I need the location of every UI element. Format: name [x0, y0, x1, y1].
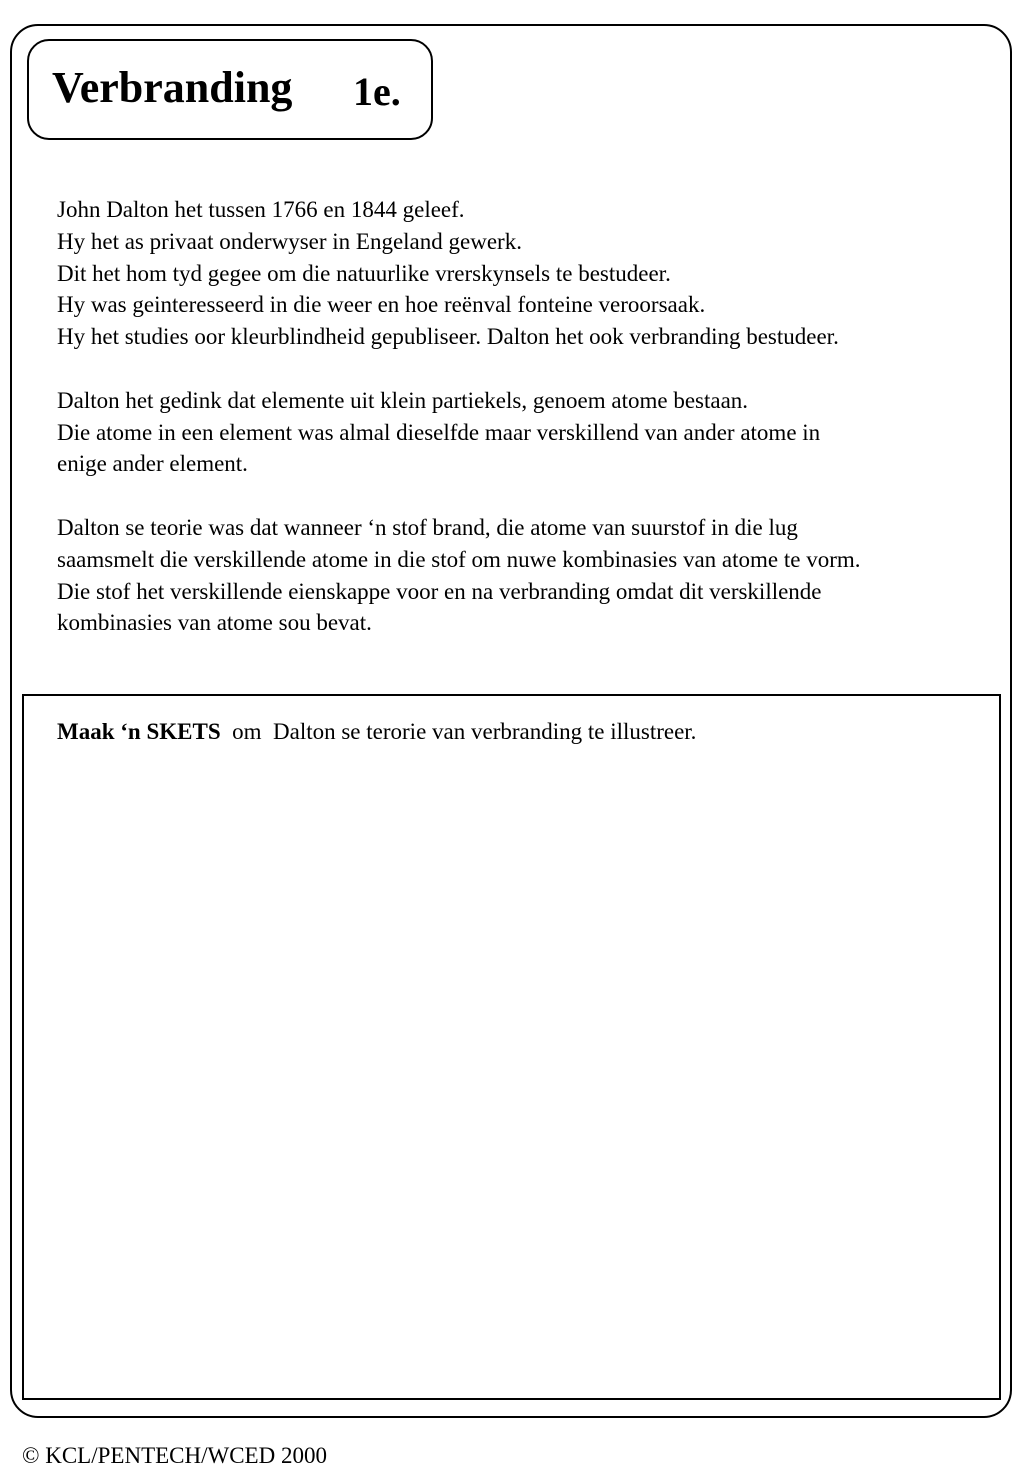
body-text: [57, 194, 1007, 639]
paragraph-atoms: [57, 385, 1007, 480]
text-line: Hy het as privaat onderwyser in Engeland gewerk.: [57, 228, 522, 254]
paragraph-biography: [57, 194, 1007, 353]
text-line: Die stof het verskillende eienskappe voor en na verbranding omdat dit verskillende: [57, 578, 822, 604]
text-line: kombinasies van atome sou bevat.: [57, 610, 372, 636]
text-line: Hy was geinteresseerd in die weer en hoe reënval fonteine veroorsaak.: [57, 292, 706, 318]
text-line: enige ander element.: [57, 451, 248, 477]
text-line: Die atome in een element was almal dieselfde maar verskillend van ander atome in: [57, 419, 821, 445]
page-title: Verbranding: [52, 63, 293, 112]
paragraph-theory: [57, 512, 1007, 639]
sketch-instruction-bold: Maak ‘n SKETS: [57, 719, 221, 744]
sketch-instruction: [57, 716, 696, 748]
text-line: John Dalton het tussen 1766 en 1844 geleef.: [57, 197, 465, 222]
copyright-footer: © KCL/PENTECH/WCED 2000: [22, 1443, 327, 1468]
text-line: saamsmelt die verskillende atome in die stof om nuwe kombinasies van atome te vorm.: [57, 546, 861, 572]
lesson-number: 1e.: [353, 69, 401, 114]
sketch-instruction-text: om Dalton se terorie van verbranding te illustreer.: [220, 719, 697, 744]
text-line: Dalton se teorie was dat wanneer ‘n stof brand, die atome van suurstof in die lug: [57, 514, 798, 540]
text-line: Hy het studies oor kleurblindheid gepubliseer. Dalton het ook verbranding bestudeer.: [57, 324, 839, 350]
sketch-area[interactable]: [22, 694, 1001, 1400]
text-line: Dit het hom tyd gegee om die natuurlike vrerskynsels te bestudeer.: [57, 260, 671, 286]
text-line: Dalton het gedink dat elemente uit klein partiekels, genoem atome bestaan.: [57, 387, 749, 413]
